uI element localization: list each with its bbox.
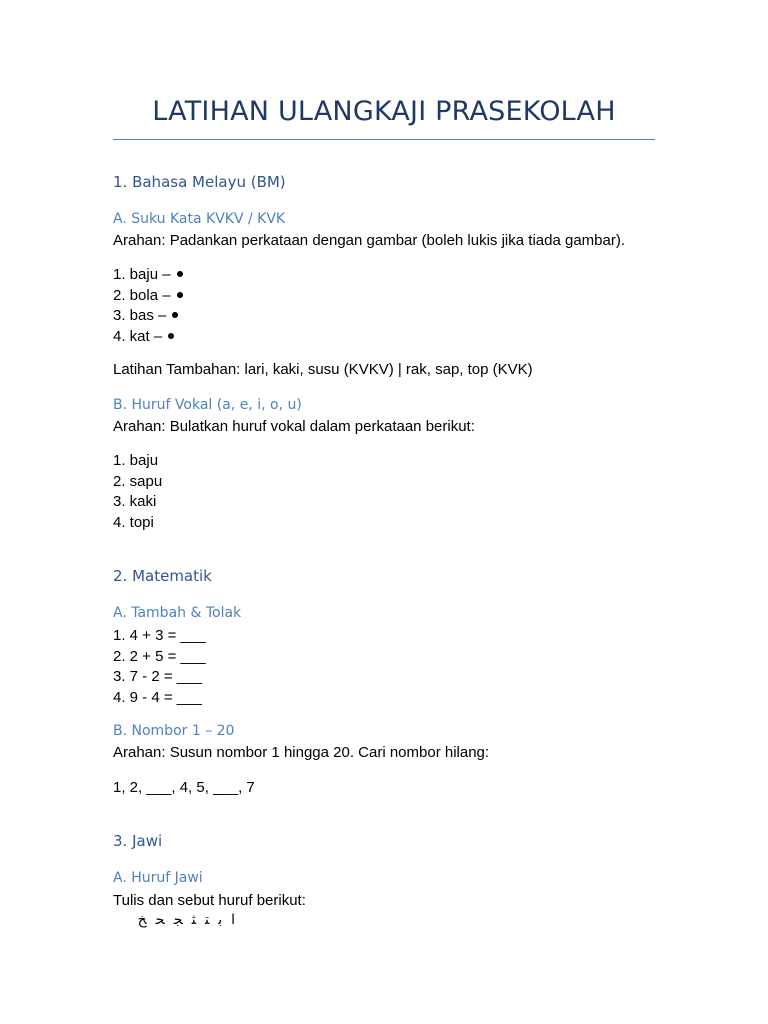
arithmetic-list (113, 626, 206, 708)
page-title: LATIHAN ULANGKAJI PRASEKOLAH (152, 96, 616, 127)
bullet-dot-icon (177, 271, 183, 277)
jawi-letter: ا (231, 912, 235, 928)
bullet-dot-icon (177, 292, 183, 298)
subheading-nombor: B. Nombor 1 – 20 (113, 723, 235, 739)
jawi-letter: ح (155, 912, 165, 928)
list-item: 3. 7 - 2 = ___ (113, 668, 202, 685)
number-sequence: 1, 2, ___, 4, 5, ___, 7 (113, 779, 255, 796)
subheading-huruf-jawi: A. Huruf Jawi (113, 870, 203, 886)
bullet-dot-icon (172, 312, 178, 318)
list-item (113, 327, 183, 348)
extra-practice: Latihan Tambahan: lari, kaki, susu (KVKV) | rak, sap, top (KVK) (113, 361, 533, 378)
vowel-word-list (113, 451, 162, 533)
subheading-tambah-tolak: A. Tambah & Tolak (113, 605, 242, 621)
list-item: 2. sapu (113, 472, 163, 490)
list-item (113, 306, 183, 327)
jawi-letter: ج (173, 912, 183, 928)
subheading-huruf-vokal: B. Huruf Vokal (a, e, i, o, u) (113, 397, 302, 413)
list-item: 4. 9 - 4 = ___ (113, 688, 202, 706)
section-heading-matematik: 2. Matematik (113, 567, 212, 585)
title-underline (113, 139, 655, 140)
section-heading-jawi: 3. Jawi (113, 832, 163, 850)
section-heading-bm: 1. Bahasa Melayu (BM) (113, 173, 286, 191)
jawi-letter: خ (137, 912, 147, 928)
jawi-letter: ث (191, 912, 196, 928)
instruction-nombor: Arahan: Susun nombor 1 hingga 20. Cari nombor hilang: (113, 744, 490, 761)
item-text: 2. bola – (113, 286, 171, 304)
list-item (113, 286, 183, 307)
instruction-huruf-vokal: Arahan: Bulatkan huruf vokal dalam perkataan berikut: (113, 418, 475, 435)
item-text: 4. kat – (113, 327, 163, 345)
list-item: 4. topi (113, 513, 154, 531)
list-item: 1. 4 + 3 = ___ (113, 627, 206, 644)
list-item: 3. kaki (113, 493, 157, 510)
list-item: 2. 2 + 5 = ___ (113, 647, 206, 665)
jawi-letter: ت (204, 912, 210, 928)
list-item: 1. baju (113, 452, 159, 469)
jawi-letters (113, 912, 235, 928)
bullet-dot-icon (168, 333, 174, 339)
jawi-letter: ب (218, 912, 223, 928)
item-text: 1. baju – (113, 266, 171, 283)
list-item (113, 265, 183, 286)
item-text: 3. bas – (113, 307, 167, 324)
instruction-suku-kata: Arahan: Padankan perkataan dengan gambar (boleh lukis jika tiada gambar). (113, 232, 625, 249)
match-list (113, 265, 183, 347)
subheading-suku-kata: A. Suku Kata KVKV / KVK (113, 211, 286, 227)
instruction-jawi: Tulis dan sebut huruf berikut: (113, 892, 306, 909)
